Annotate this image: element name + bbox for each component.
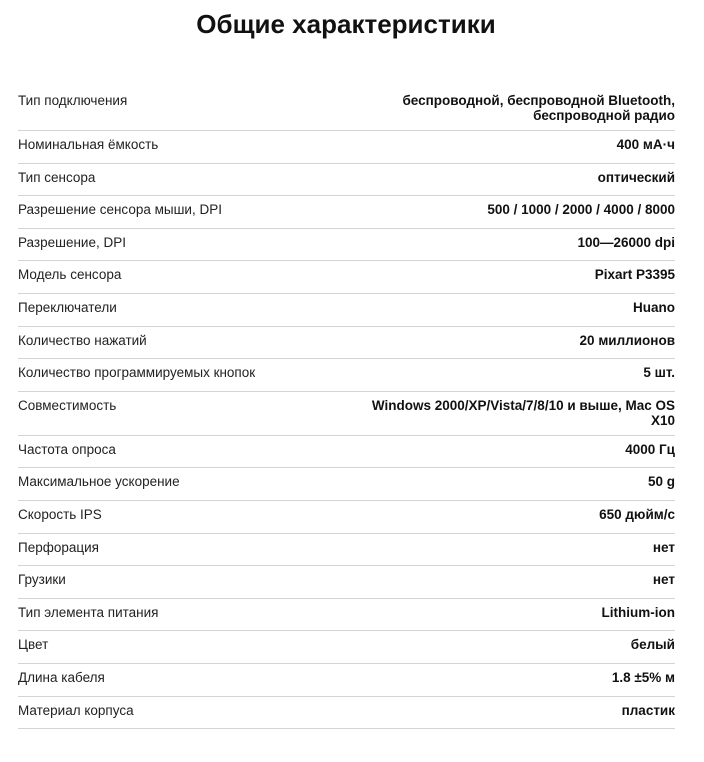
spec-value: пластик [621,702,675,718]
spec-label: Тип сенсора [18,169,96,185]
spec-value: Huano [633,299,675,315]
spec-row-dpi-range [18,229,675,262]
spec-row-capacity [18,131,675,164]
spec-value: 20 миллионов [579,332,675,348]
spec-row-switches [18,294,675,327]
spec-label: Грузики [18,572,66,588]
spec-row-programmable-buttons [18,359,675,392]
spec-value: 4000 Гц [625,441,675,457]
spec-row-cable-length [18,664,675,697]
spec-row-sensor-dpi [18,196,675,229]
spec-label: Длина кабеля [18,669,105,685]
page-title: Общие характеристики [196,9,496,39]
spec-row-ips [18,501,675,534]
spec-row-color [18,631,675,664]
spec-value: оптический [597,169,675,185]
spec-row-perforation [18,534,675,567]
spec-label: Цвет [18,637,49,653]
spec-value: Windows 2000/XP/Vista/7/8/10 и выше, Mac OS X10 [371,397,675,428]
spec-value: 500 / 1000 / 2000 / 4000 / 8000 [487,202,675,218]
spec-value: нет [652,572,675,588]
spec-value: нет [652,539,675,555]
spec-value: 650 дюйм/с [599,506,675,522]
spec-row-weights [18,566,675,599]
spec-label: Переключатели [18,299,117,315]
spec-label: Модель сенсора [18,267,122,283]
spec-value: Pixart P3395 [594,267,675,283]
spec-label: Количество нажатий [18,332,147,348]
spec-label: Частота опроса [18,441,116,457]
spec-row-sensor-type [18,164,675,197]
spec-label: Разрешение, DPI [18,234,126,250]
spec-value: 400 мА·ч [616,137,675,152]
spec-row-max-acceleration [18,468,675,501]
spec-row-compatibility [18,392,675,436]
spec-label: Разрешение сенсора мыши, DPI [18,202,222,218]
spec-table [18,87,675,729]
spec-value: 100—26000 dpi [577,234,675,250]
spec-value: 50 g [647,474,675,490]
spec-value: беспроводной, беспроводной Bluetooth, беспроводной радио [402,93,675,123]
spec-label: Номинальная ёмкость [18,137,159,152]
spec-label: Перфорация [18,539,99,555]
spec-label: Тип элемента питания [18,604,159,620]
spec-value: 5 шт. [643,365,675,381]
spec-row-sensor-model [18,261,675,294]
spec-row-click-count [18,327,675,360]
spec-label: Тип подключения [18,93,128,108]
spec-row-connection-type [18,87,675,131]
spec-label: Скорость IPS [18,506,102,522]
spec-label: Максимальное ускорение [18,474,180,490]
spec-row-body-material [18,697,675,730]
spec-value: белый [630,637,675,653]
spec-row-polling-rate [18,436,675,469]
spec-value: 1.8 ±5% м [611,669,675,685]
spec-row-battery-type [18,599,675,632]
spec-label: Количество программируемых кнопок [18,365,256,381]
spec-value: Lithium-ion [601,604,675,620]
spec-label: Совместимость [18,397,117,413]
spec-label: Материал корпуса [18,702,134,718]
